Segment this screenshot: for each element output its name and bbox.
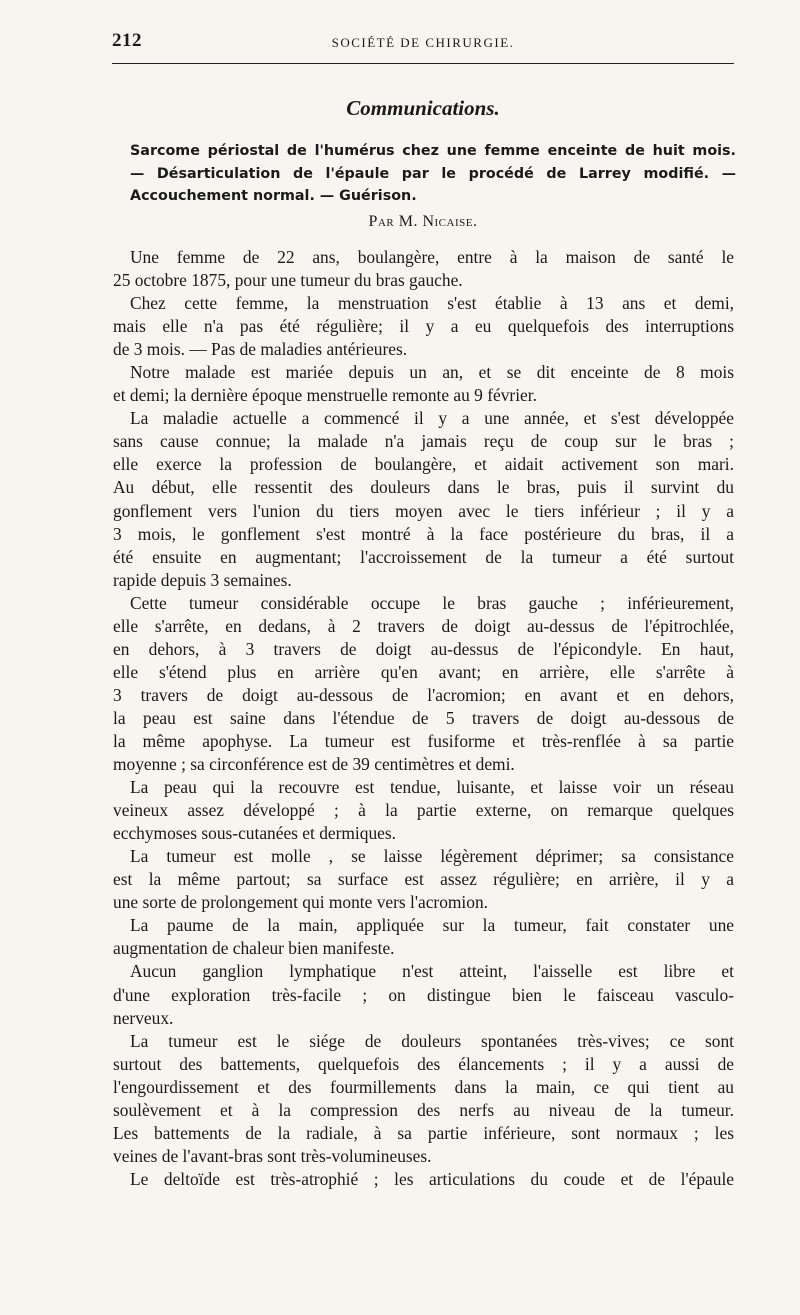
article-title [130, 140, 736, 208]
text-line: 3 mois, le gonflement s'est montré à la face postérieure du bras, il a [113, 523, 734, 544]
text-line: augmentation de chaleur bien manifeste. [113, 938, 395, 959]
text-line: une sorte de prolongement qui monte vers l'acromion. [113, 892, 489, 913]
text-line: été ensuite en augmentant; l'accroissement de la tumeur a été surtout [113, 546, 734, 567]
text-line: La peau qui la recouvre est tendue, luisante, et laisse voir un réseau [130, 777, 734, 798]
page-number: 212 [112, 30, 142, 51]
text-line: ecchymoses sous-cutanées et dermiques. [113, 823, 396, 844]
text-line: mais elle n'a pas été régulière; il y a eu quelquefois des interruptions [113, 316, 734, 337]
text-line: Une femme de 22 ans, boulangère, entre à la maison de santé le [130, 247, 734, 267]
text-line: Les battements de la radiale, à sa partie inférieure, sont normaux ; les [113, 1122, 734, 1143]
text-line: en dehors, à 3 travers de doigt au-dessus de l'épicondyle. En haut, [113, 638, 734, 659]
text-line: nerveux. [113, 1007, 174, 1028]
text-line: 25 octobre 1875, pour une tumeur du bras gauche. [113, 270, 463, 291]
text-line: Le deltoïde est très-atrophié ; les articulations du coude et de l'épaule [130, 1168, 734, 1189]
article-title-line: Accouchement normal. — Guérison. [130, 188, 417, 204]
header-rule [112, 63, 734, 64]
text-line: rapide depuis 3 semaines. [113, 569, 292, 590]
text-line: Cette tumeur considérable occupe le bras gauche ; inférieurement, [130, 592, 734, 613]
article-title-line: Sarcome périostal de l'humérus chez une femme enceinte de huit mois. [130, 143, 736, 159]
text-line: Chez cette femme, la menstruation s'est établie à 13 ans et demi, [130, 293, 734, 314]
text-line: La tumeur est le siége de douleurs spontanées très-vives; ce sont [130, 1030, 734, 1051]
text-line: la peau est saine dans l'étendue de 5 travers de doigt au-dessous de [113, 707, 734, 728]
author-byline: Par M. Nicaise. [368, 213, 478, 230]
section-title: Communications. [346, 96, 500, 120]
text-line: surtout des battements, quelquefois des élancements ; il y a aussi de [113, 1053, 734, 1074]
text-line: elle s'étend plus en arrière qu'en avant; en arrière, elle s'arrête à [113, 661, 734, 682]
text-line: d'une exploration très-facile ; on distingue bien le faisceau vasculo- [113, 984, 734, 1005]
text-line: Aucun ganglion lymphatique n'est atteint, l'aisselle est libre et [130, 961, 734, 982]
body-text [113, 246, 734, 1191]
text-line: La paume de la main, appliquée sur la tumeur, fait constater une [130, 915, 734, 936]
text-line: Notre malade est mariée depuis un an, et se dit enceinte de 8 mois [130, 362, 734, 383]
running-head: SOCIÉTÉ DE CHIRURGIE. [331, 35, 515, 50]
text-line: elle exerce la profession de boulangère, et aidait activement son mari. [113, 454, 734, 475]
text-line: sans cause connue; la malade n'a jamais reçu de coup sur le bras ; [113, 431, 734, 452]
text-line: la même apophyse. La tumeur est fusiforme et très-renflée à sa partie [113, 730, 734, 751]
text-line: moyenne ; sa circonférence est de 39 centimètres et demi. [113, 754, 515, 775]
text-line: gonflement vers l'union du tiers moyen avec le tiers inférieur ; il y a [113, 500, 734, 521]
text-line: est la même partout; sa surface est assez régulière; en arrière, il y a [113, 869, 734, 890]
text-line: l'engourdissement et des fourmillements dans la main, ce qui tient au [113, 1076, 734, 1097]
text-line: veines de l'avant-bras sont très-volumineuses. [113, 1145, 432, 1166]
text-line: La tumeur est molle , se laisse légèrement déprimer; sa consistance [130, 846, 734, 867]
text-line: de 3 mois. — Pas de maladies antérieures. [113, 339, 408, 360]
text-line: et demi; la dernière époque menstruelle remonte au 9 février. [113, 385, 537, 406]
text-line: 3 travers de doigt au-dessous de l'acromion; en avant et en dehors, [113, 684, 734, 705]
text-line: elle s'arrête, en dedans, à 2 travers de doigt au-dessus de l'épitrochlée, [113, 615, 734, 636]
text-line: La maladie actuelle a commencé il y a une année, et s'est développée [130, 408, 734, 429]
article-title-line: — Désarticulation de l'épaule par le procédé de Larrey modifié. — [130, 165, 736, 182]
text-line: soulèvement et à la compression des nerfs au niveau de la tumeur. [113, 1099, 734, 1120]
text-line: veineux assez développé ; à la partie externe, on remarque quelques [113, 800, 734, 821]
text-line: Au début, elle ressentit des douleurs dans le bras, puis il survint du [113, 477, 734, 498]
page-header [112, 28, 734, 58]
